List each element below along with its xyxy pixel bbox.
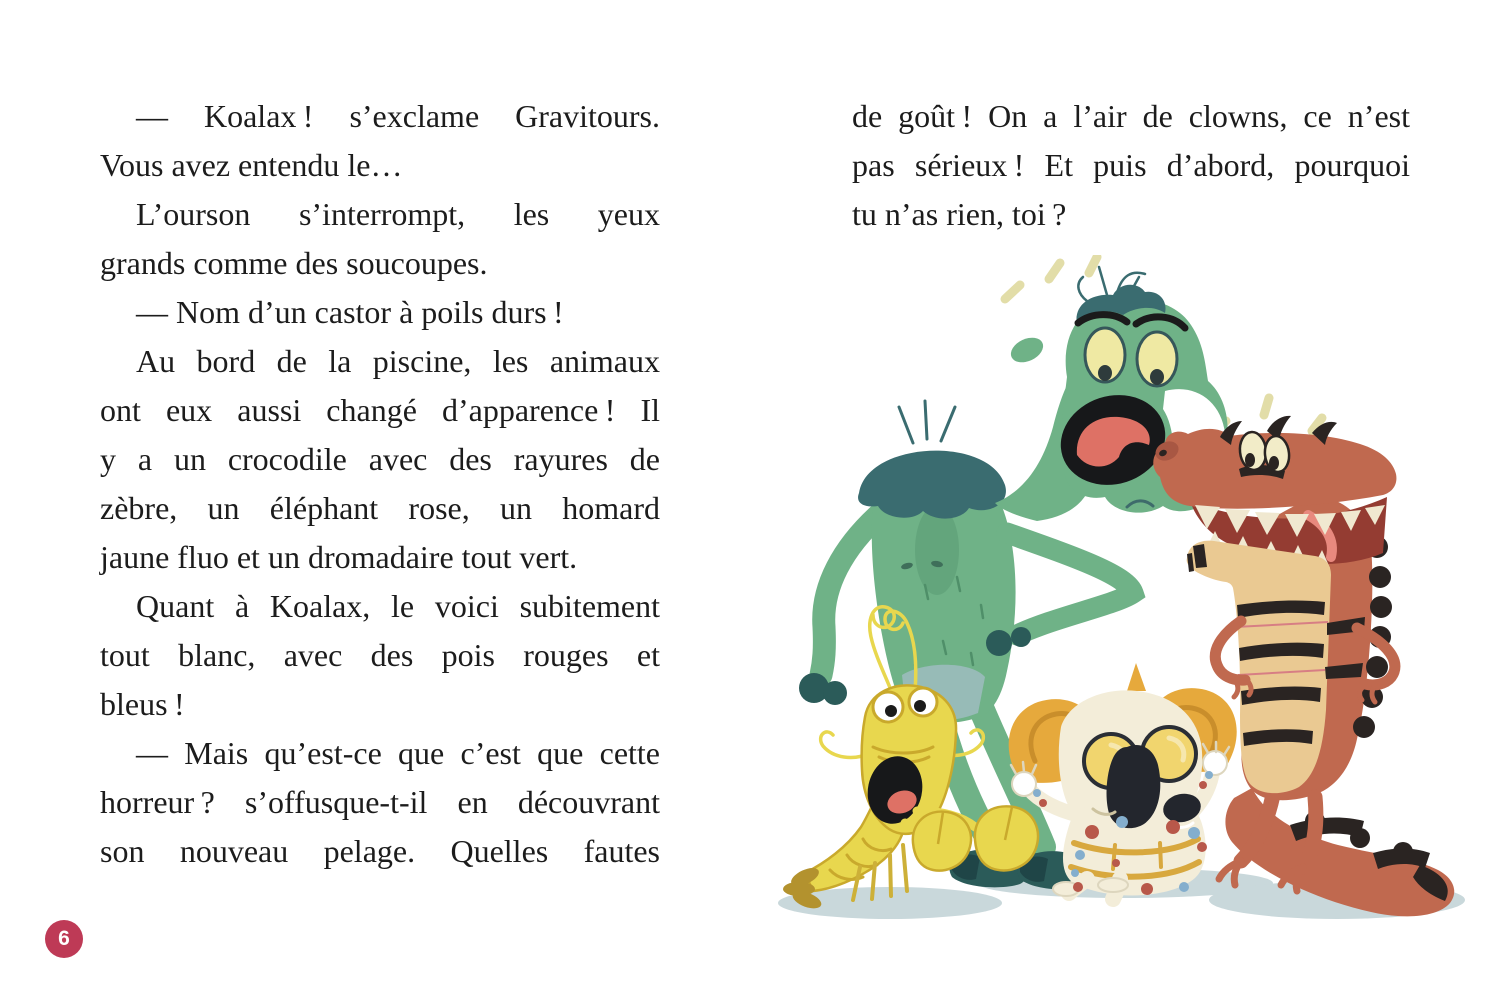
- text-line: pas sérieux ! Et puis d’abord, pourquoi: [852, 147, 1410, 183]
- text-line: y a un crocodile avec des rayures de: [100, 441, 660, 477]
- text-line: Au bord de la piscine, les animaux: [136, 343, 660, 379]
- text-line: tout blanc, avec des pois rouges et: [100, 637, 660, 673]
- text-line: tu n’as rien, toi ?: [852, 196, 1067, 232]
- text-line: jaune fluo et un dromadaire tout vert.: [100, 539, 578, 575]
- text-line: zèbre, un éléphant rose, un homard: [100, 490, 660, 526]
- page-number-badge: 6: [45, 920, 83, 958]
- camel-arm-right: [1007, 533, 1133, 635]
- text-line: son nouveau pelage. Quelles fautes: [100, 833, 660, 869]
- camel-mane: [858, 451, 1006, 519]
- text-line: — Nom d’un castor à poils durs !: [136, 294, 564, 330]
- text-line: bleus !: [100, 686, 185, 722]
- text-line: de goût ! On a l’air de clowns, ce n’est: [852, 98, 1410, 134]
- koala-crest: [1127, 663, 1146, 691]
- text-line: ont eux aussi changé d’apparence ! Il: [100, 392, 660, 428]
- text-line: L’ourson s’interrompt, les yeux: [136, 196, 660, 232]
- koala-paw: [1012, 772, 1036, 796]
- koala-foot: [1098, 878, 1128, 892]
- text-line: grands comme des soucoupes.: [100, 245, 488, 281]
- text-line: Quant à Koalax, le voici subitement: [136, 588, 660, 624]
- text-line: — Mais qu’est-ce que c’est que cette: [136, 735, 660, 771]
- text-line: Vous avez entendu le…: [100, 147, 403, 183]
- text-column-right: [852, 92, 1410, 239]
- text-column-left: [100, 92, 660, 876]
- illustration: [775, 255, 1485, 955]
- camel-ear-icon: [1007, 333, 1047, 367]
- text-line: horreur ? s’offusque-t-il en découvrant: [100, 784, 660, 820]
- text-line: — Koalax ! s’exclame Gravitours.: [136, 98, 660, 134]
